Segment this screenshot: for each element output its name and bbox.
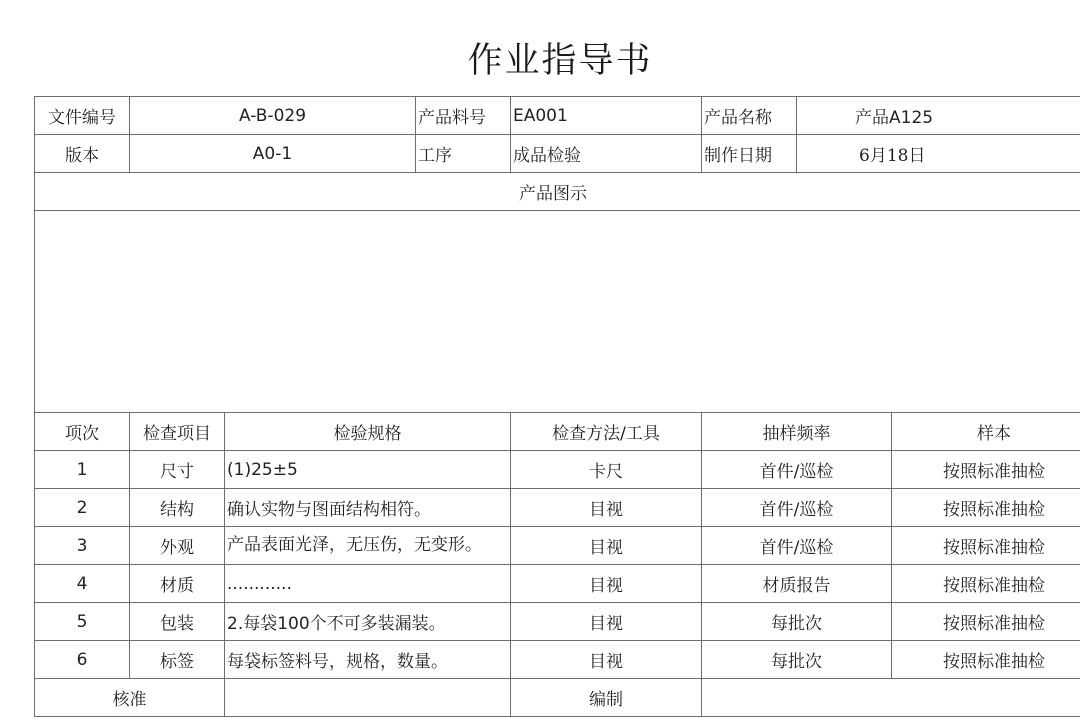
row-method: 目视 — [511, 527, 702, 565]
row-frequency: 材质报告 — [702, 565, 892, 603]
row-no: 5 — [35, 603, 130, 641]
table-row — [35, 641, 1080, 679]
col-header-method: 检查方法/工具 — [511, 413, 702, 451]
row-item: 外观 — [130, 527, 225, 565]
part-no-value: EA001 — [511, 97, 702, 135]
row-no: 2 — [35, 489, 130, 527]
table-row — [35, 565, 1080, 603]
col-header-sample: 样本 — [892, 413, 1080, 451]
part-no-label: 产品料号 — [416, 97, 511, 135]
doc-no-value: A-B-029 — [130, 97, 416, 135]
prepare-label: 编制 — [511, 679, 702, 717]
row-no: 3 — [35, 527, 130, 565]
row-no: 4 — [35, 565, 130, 603]
row-sample: 按照标准抽检 — [892, 641, 1080, 679]
col-header-frequency: 抽样频率 — [702, 413, 892, 451]
row-method: 目视 — [511, 489, 702, 527]
table-row — [35, 603, 1080, 641]
image-section-label: 产品图示 — [35, 173, 1080, 211]
table-row — [35, 451, 1080, 489]
image-area-row — [35, 211, 1080, 413]
row-spec: 2.每袋100个不可多装漏装。 — [225, 603, 511, 641]
column-header-row — [35, 413, 1080, 451]
prepare-value — [702, 679, 1080, 717]
date-label: 制作日期 — [702, 135, 797, 173]
col-header-item: 检查项目 — [130, 413, 225, 451]
row-spec: 确认实物与图面结构相符。 — [225, 489, 511, 527]
col-header-spec: 检验规格 — [225, 413, 511, 451]
approve-label: 核准 — [35, 679, 225, 717]
header-row-1 — [35, 97, 1080, 135]
table-row — [35, 527, 1080, 565]
row-method: 目视 — [511, 641, 702, 679]
row-method: 目视 — [511, 603, 702, 641]
version-value: A0-1 — [130, 135, 416, 173]
row-spec: 产品表面光泽，无压伤，无变形。 — [225, 527, 511, 565]
row-method: 卡尺 — [511, 451, 702, 489]
process-label: 工序 — [416, 135, 511, 173]
row-frequency: 每批次 — [702, 603, 892, 641]
row-sample: 按照标准抽检 — [892, 565, 1080, 603]
row-item: 包装 — [130, 603, 225, 641]
approve-value — [225, 679, 511, 717]
process-value: 成品检验 — [511, 135, 702, 173]
row-sample: 按照标准抽检 — [892, 451, 1080, 489]
product-image-area — [35, 211, 1080, 413]
row-frequency: 首件/巡检 — [702, 527, 892, 565]
table-row — [35, 489, 1080, 527]
row-spec: ............ — [225, 565, 511, 603]
row-method: 目视 — [511, 565, 702, 603]
version-label: 版本 — [35, 135, 130, 173]
header-row-2 — [35, 135, 1080, 173]
product-name-label: 产品名称 — [702, 97, 797, 135]
signature-row — [35, 679, 1080, 717]
row-spec: 每袋标签料号，规格，数量。 — [225, 641, 511, 679]
row-sample: 按照标准抽检 — [892, 603, 1080, 641]
image-section-header — [35, 173, 1080, 211]
doc-no-label: 文件编号 — [35, 97, 130, 135]
date-value: 6月18日 — [797, 135, 1080, 173]
row-item: 标签 — [130, 641, 225, 679]
row-spec: (1)25±5 — [225, 451, 511, 489]
row-item: 结构 — [130, 489, 225, 527]
row-frequency: 首件/巡检 — [702, 451, 892, 489]
row-frequency: 首件/巡检 — [702, 489, 892, 527]
row-no: 1 — [35, 451, 130, 489]
col-header-no: 项次 — [35, 413, 130, 451]
row-item: 材质 — [130, 565, 225, 603]
row-frequency: 每批次 — [702, 641, 892, 679]
document-title: 作业指导书 — [467, 41, 653, 81]
product-name-value: 产品A125 — [797, 97, 1080, 135]
row-item: 尺寸 — [130, 451, 225, 489]
row-no: 6 — [35, 641, 130, 679]
work-instruction-table — [34, 96, 1080, 717]
row-sample: 按照标准抽检 — [892, 489, 1080, 527]
row-sample: 按照标准抽检 — [892, 527, 1080, 565]
